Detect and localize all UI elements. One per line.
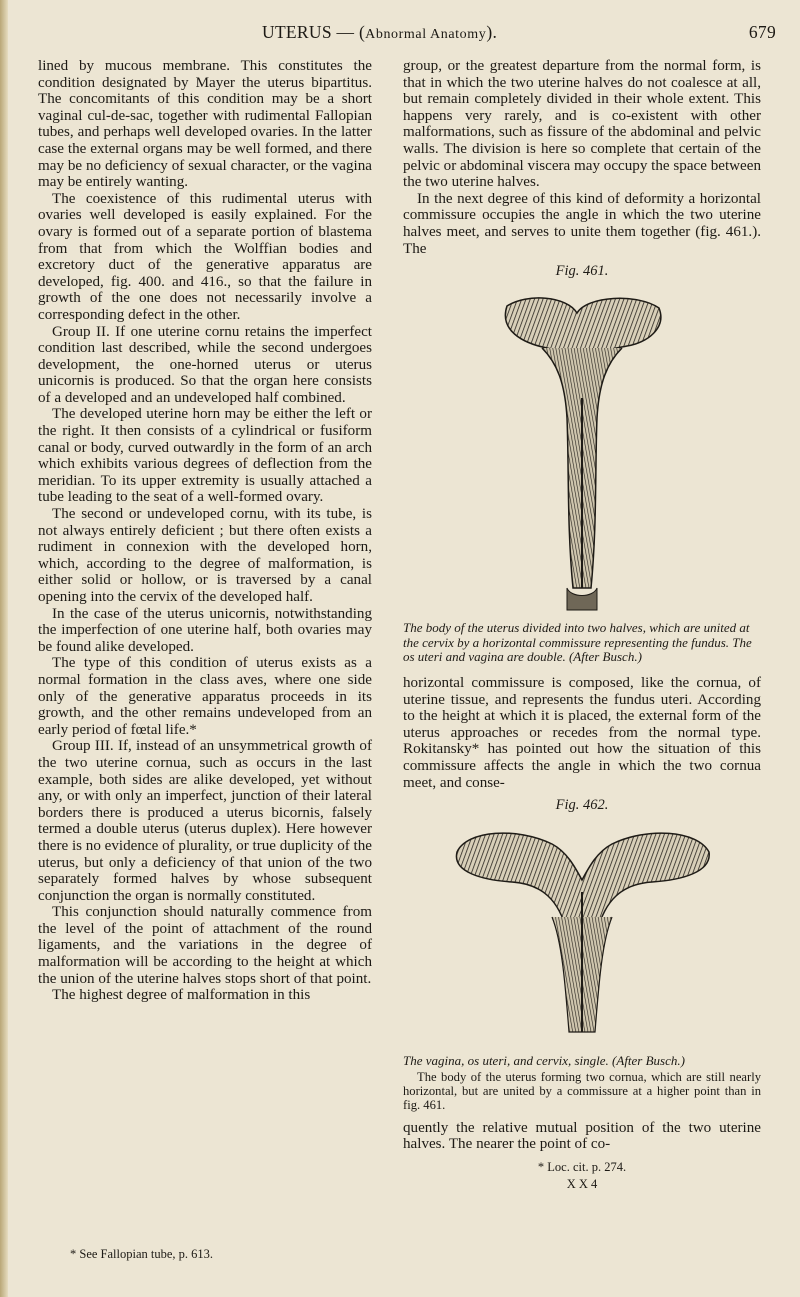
page-edge-shadow xyxy=(0,0,8,1297)
paragraph: This conjunction should naturally commence from the level of the point of attachment of the round ligaments, and the variations in the degree of malformation will be according to the height at which the union of the uterine halves stops short of that point. xyxy=(38,904,372,987)
paragraph: group, or the greatest departure from the normal form, is that in which the two uterine halves do not coalesce at all, but remain completely divided in their whole extent. This happens very rarely, and is co-existent with other malformations, such as fissure of the abdominal and pelvic walls. The division is here so complete that certain of the pelvic or abdominal viscera may occupy the space between the two uterine halves. xyxy=(403,58,761,191)
paragraph: In the case of the uterus unicornis, notwithstanding the imperfection of one uterine half, both ovaries may be found alike developed. xyxy=(38,605,372,655)
paragraph: horizontal commissure is composed, like the cornua, of uterine tissue, and represents the fundus uteri. According to the height at which it is placed, the external form of the uterus approaches or recedes from the normal type. Rokitansky* has pointed out how the situation of this commissure affects the angle in which the two cornua meet, and conse- xyxy=(403,675,761,791)
figure-461-label: Fig. 461. xyxy=(555,263,609,280)
paragraph: Group III. If, instead of an unsymmetrical growth of the two uterine cornua, such as occurs in the last example, both sides are alike developed, yet without any, or with only an imperfect, junction of their lateral borders there is produced a uterus bicornis, falsely termed a double uterus (uterus duplex). Here however there is no evidence of plurality, or true duplicity of the uterus, but only a deficiency of that union of the two separately formed halves by whose subsequent conjunction the organ is normally constituted. xyxy=(38,738,372,904)
figure-462-note: The body of the uterus forming two cornua, which are still nearly horizontal, but are united by a commissure at a higher point than in fig. 461. xyxy=(403,1069,761,1112)
left-column xyxy=(38,58,372,1004)
page-number: 679 xyxy=(748,22,776,42)
right-column xyxy=(403,58,761,1192)
running-title: UTERUS — (Abnormal Anatomy). xyxy=(262,22,498,42)
signature-mark: X X 4 xyxy=(566,1176,598,1191)
paragraph: lined by mucous membrane. This constitutes the condition designated by Mayer the uterus bipartitus. The concomitants of this condition may be a short vaginal cul-de-sac, together with rudimental Fallopian tubes, and perhaps well developed ovaries. In the latter case the external organs may be well formed, and there may be no deficiency of sexual character, or the vagina may be entirely wanting. xyxy=(38,58,372,191)
paragraph: In the next degree of this kind of deformity a horizontal commissure occupies the angle in which the two uterine halves meet, and serves to unite them together (fig. 461.). The xyxy=(403,190,761,257)
running-header xyxy=(40,22,780,46)
figure-462-caption: The vagina, os uteri, and cervix, single. (After Busch.) xyxy=(403,1052,685,1068)
paragraph: The developed uterine horn may be either the left or the right. It then consists of a cylindrical or fusiform canal or body, curved outwardly in the form of an arch which exhibits various degrees of deflection from the meridian. To its upper extremity is usually attached a tube leading to the seat of a well-formed ovary. xyxy=(38,406,372,506)
paragraph: The second or undeveloped cornu, with its tube, is not always entirely deficient ; but there often exists a rudiment in connexion with the developed horn, which, according to the degree of malformation, is either solid or hollow, or is traversed by a canal opening into the cervix of the developed half. xyxy=(38,506,372,605)
paragraph: The highest degree of malformation in this xyxy=(52,987,311,1004)
figure-461-caption: The body of the uterus divided into two halves, which are united at the cervix by a horizontal commissure representing the fundus. The os uteri and vagina are double. (After Busch.) xyxy=(403,619,752,665)
figure-462-label: Fig. 462. xyxy=(555,797,609,814)
figure-462-illustration xyxy=(447,822,717,1047)
footnote-right: * Loc. cit. p. 274. xyxy=(537,1160,627,1175)
paragraph: quently the relative mutual position of the two uterine halves. The nearer the point of co- xyxy=(403,1119,761,1153)
paragraph: The coexistence of this rudimental uterus with ovaries well developed is easily explained. For the ovary is formed out of a separate portion of blastema from that from which the Wolffian bodies and excretory duct of the generative apparatus are developed, fig. 400. and 416., so that the failure in growth of the one does not necessarily involve a corresponding defect in the other. xyxy=(38,190,372,323)
paragraph: Group II. If one uterine cornu retains the imperfect condition last described, while the second undergoes development, the one-horned uterus or uterus unicornis is produced. So that the organ here consists of a developed and an undeveloped half combined. xyxy=(38,323,372,406)
figure-461-illustration xyxy=(487,288,677,613)
paragraph: The type of this condition of uterus exists as a normal formation in the class aves, where one side only of the generative apparatus proceeds in its growth, and the other remains undeveloped from an early period of fœtal life.* xyxy=(38,655,372,738)
footnote-left: * See Fallopian tube, p. 613. xyxy=(70,1247,214,1261)
